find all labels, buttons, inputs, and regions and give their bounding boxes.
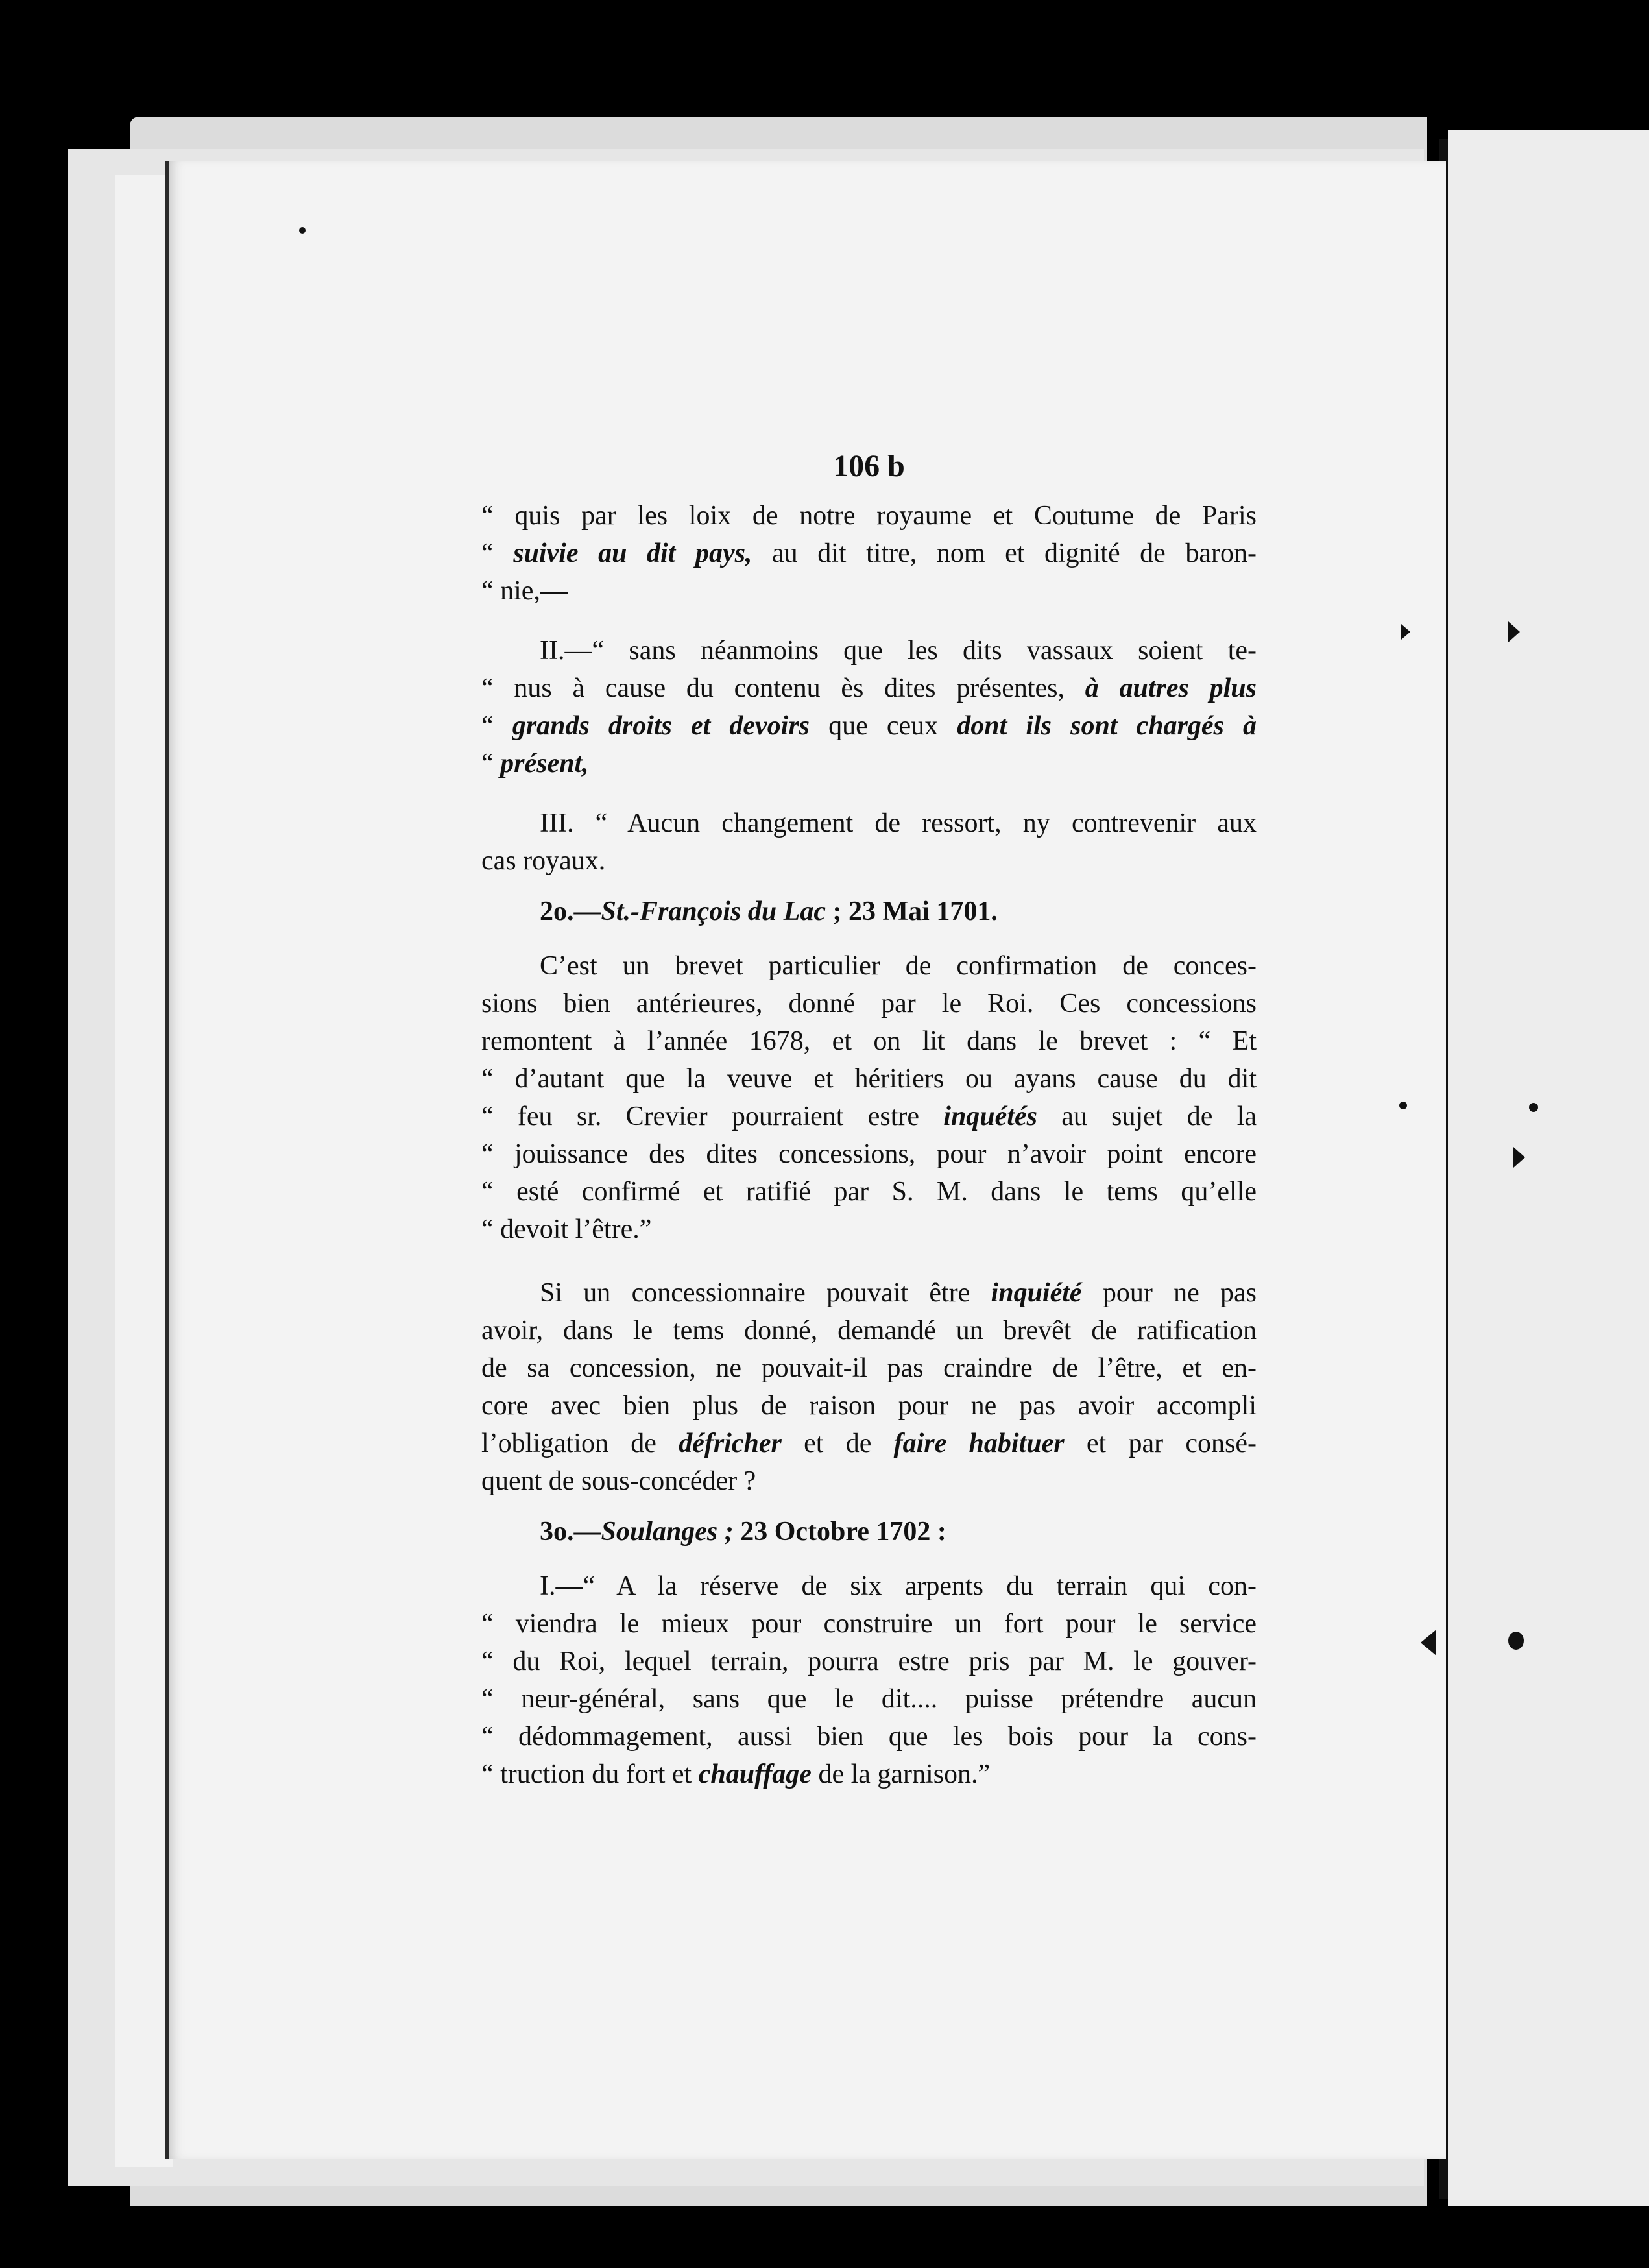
text-line bbox=[481, 670, 1257, 707]
text-line bbox=[481, 745, 1257, 782]
text-line bbox=[481, 1755, 1257, 1793]
bleed-through-mark bbox=[1421, 1630, 1436, 1656]
italic-run: inquiété bbox=[991, 1278, 1082, 1308]
italic-run: inquétés bbox=[943, 1102, 1037, 1131]
bleed-through-mark bbox=[1401, 624, 1410, 640]
text-run: et de bbox=[781, 1429, 894, 1458]
text-line: core avec bien plus de raison pour ne pas avoir accompli bbox=[481, 1391, 1257, 1421]
text-line: “ viendra le mieux pour construire un fort pour le service bbox=[481, 1609, 1257, 1639]
specks bbox=[299, 227, 306, 234]
text-run: de la garnison.” bbox=[811, 1759, 991, 1789]
text-line bbox=[481, 1098, 1257, 1135]
text-line: cas royaux. bbox=[481, 846, 606, 876]
text-line: quent de sous-concéder ? bbox=[481, 1466, 756, 1496]
section-heading bbox=[481, 893, 1257, 930]
bleed-through-mark bbox=[1529, 1103, 1538, 1112]
text-run: “ nus à cause du contenu ès dites présentes, bbox=[481, 673, 1085, 703]
italic-run: dont ils sont chargés à bbox=[957, 711, 1257, 741]
text-line: “ du Roi, lequel terrain, pourra estre pris par M. le gouver- bbox=[481, 1647, 1257, 1676]
text-run: et par consé- bbox=[1064, 1429, 1257, 1458]
text-run: “ bbox=[481, 538, 514, 568]
text-line: “ devoit l’être.” bbox=[481, 1214, 652, 1244]
page-number: 106 b bbox=[833, 449, 905, 483]
text-line: remontent à l’année 1678, et on lit dans le brevet : “ Et bbox=[481, 1026, 1257, 1056]
text-run: “ truction du fort et bbox=[481, 1759, 699, 1789]
specks bbox=[1399, 1102, 1407, 1109]
italic-run: St.-François du Lac bbox=[601, 897, 826, 926]
text-line bbox=[481, 535, 1257, 572]
text-line: “ esté confirmé et ratifié par S. M. dans le tems qu’elle bbox=[481, 1177, 1257, 1207]
text-line: “ dédommagement, aussi bien que les bois pour la cons- bbox=[481, 1722, 1257, 1752]
italic-run: chauffage bbox=[698, 1759, 812, 1789]
text-line: de sa concession, ne pouvait-il pas craindre de l’être, et en- bbox=[481, 1353, 1257, 1383]
text-line bbox=[481, 707, 1257, 745]
bleed-through-mark bbox=[1508, 621, 1520, 642]
italic-run: grands droits et devoirs bbox=[512, 711, 810, 741]
italic-run: défricher bbox=[679, 1429, 782, 1458]
text-run: Si un concessionnaire pouvait être bbox=[540, 1278, 991, 1308]
text-run: l’obligation de bbox=[481, 1429, 679, 1458]
text-line bbox=[481, 1274, 1257, 1312]
italic-run: présent, bbox=[500, 749, 589, 778]
text-line: sions bien antérieures, donné par le Roi. Ces concessions bbox=[481, 989, 1257, 1019]
text-run: pour ne pas bbox=[1081, 1278, 1257, 1308]
text-run: au sujet de la bbox=[1037, 1102, 1257, 1131]
text-line: “ neur-général, sans que le dit.... puisse prétendre aucun bbox=[481, 1684, 1257, 1714]
bleed-through-mark bbox=[1508, 1632, 1524, 1650]
text-run: 2o.— bbox=[540, 897, 601, 926]
italic-run: suivie au dit pays, bbox=[513, 538, 752, 568]
right-facing-leaf bbox=[1448, 130, 1649, 2206]
text-line: C’est un brevet particulier de confirmation de conces- bbox=[540, 951, 1257, 981]
text-run: 3o.— bbox=[540, 1517, 601, 1547]
text-line: avoir, dans le tems donné, demandé un brevêt de ratification bbox=[481, 1316, 1257, 1345]
bleed-through-mark bbox=[1513, 1147, 1525, 1168]
text-run: au dit titre, nom et dignité de baron- bbox=[752, 538, 1257, 568]
text-line: “ jouissance des dites concessions, pour n’avoir point encore bbox=[481, 1139, 1257, 1169]
text-line: I.—“ A la réserve de six arpents du terrain qui con- bbox=[540, 1571, 1257, 1601]
text-run: “ bbox=[481, 749, 501, 778]
text-line: “ quis par les loix de notre royaume et Coutume de Paris bbox=[481, 501, 1257, 531]
italic-run: Soulanges ; bbox=[601, 1517, 734, 1547]
text-line: “ d’autant que la veuve et héritiers ou ayans cause du dit bbox=[481, 1064, 1257, 1094]
page-edge-strip bbox=[115, 175, 173, 2167]
section-heading bbox=[481, 1513, 1257, 1550]
text-line bbox=[481, 1425, 1257, 1462]
text-run: “ feu sr. Crevier pourraient estre bbox=[481, 1102, 944, 1131]
text-run: “ bbox=[481, 711, 512, 741]
text-run: ; 23 Mai 1701. bbox=[826, 897, 998, 926]
text-line: II.—“ sans néanmoins que les dits vassaux soient te- bbox=[540, 636, 1257, 666]
text-run: 23 Octobre 1702 : bbox=[733, 1517, 946, 1547]
italic-run: à autres plus bbox=[1085, 673, 1257, 703]
text-run: que ceux bbox=[810, 711, 957, 741]
document-text bbox=[481, 448, 1257, 1793]
text-line: III. “ Aucun changement de ressort, ny contrevenir aux bbox=[540, 808, 1257, 838]
text-line: “ nie,— bbox=[481, 576, 568, 606]
italic-run: faire habituer bbox=[893, 1429, 1065, 1458]
